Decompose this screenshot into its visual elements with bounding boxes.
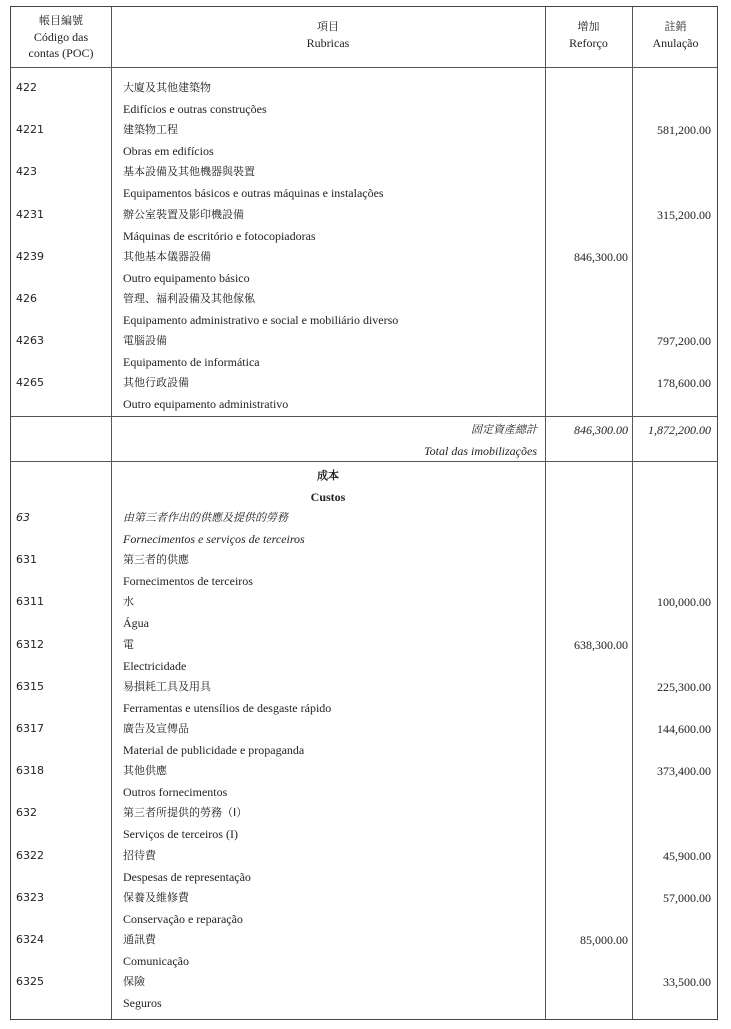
- account-code: 6323: [16, 890, 44, 904]
- item-label-zh: 建築物工程: [123, 123, 178, 137]
- account-code: 6325: [16, 975, 44, 989]
- item-label-pt: Electricidade: [123, 658, 187, 673]
- account-code: 631: [16, 553, 37, 567]
- item-label-zh: 水: [123, 595, 134, 609]
- account-code: 63: [16, 511, 30, 524]
- item-label-zh: 其他供應: [123, 764, 167, 778]
- account-code: 4239: [16, 249, 44, 263]
- account-code: 4231: [16, 207, 44, 221]
- account-code: 423: [16, 165, 37, 179]
- item-label-pt: Obras em edifícios: [123, 144, 214, 159]
- column-divider: [632, 7, 633, 1019]
- item-label-pt: Equipamento administrativo e social e mobiliário diverso: [123, 313, 399, 327]
- account-code: 4221: [16, 123, 44, 137]
- account-code: 6312: [16, 637, 44, 651]
- section-title-zh: 成本: [317, 469, 339, 482]
- item-label-pt: Outros fornecimentos: [123, 785, 228, 800]
- header-annul-pt: Anulação: [652, 36, 699, 50]
- item-label-zh: 由第三者作出的供應及提供的勞務: [123, 511, 288, 524]
- item-label-zh: 廣告及宣傳品: [123, 722, 189, 735]
- header-code: [11, 13, 111, 61]
- item-label-pt: Conservação e reparação: [123, 911, 243, 926]
- item-label-zh: 招待費: [123, 848, 156, 862]
- increase-value: 638,300.00: [574, 637, 628, 652]
- account-code: 6322: [16, 848, 44, 862]
- total-annul: 1,872,200.00: [648, 423, 711, 437]
- item-label-pt: Comunicação: [123, 954, 189, 968]
- budget-table: [10, 6, 718, 1020]
- item-label-pt: Edifícios e outras construções: [123, 102, 267, 116]
- item-label-zh: 電腦設備: [123, 334, 167, 348]
- account-code: 6324: [16, 933, 44, 946]
- item-label-zh: 電: [123, 637, 134, 651]
- annul-value: 225,300.00: [657, 679, 711, 694]
- item-label-pt: Fornecimentos de terceiros: [123, 574, 253, 589]
- item-label-pt: Máquinas de escritório e fotocopiadoras: [123, 228, 316, 243]
- item-label-pt: Seguros: [123, 996, 162, 1011]
- item-label-zh: 第三者的供應: [123, 553, 189, 567]
- header-increase: [545, 19, 632, 51]
- account-code: 4265: [16, 376, 44, 390]
- header-item: [111, 19, 545, 51]
- header-increase-zh: 增加: [577, 20, 600, 33]
- item-label-pt: Fornecimentos e serviços de terceiros: [123, 532, 305, 546]
- total-increase: 846,300.00: [574, 423, 628, 437]
- total-label-zh: 固定資產總計: [471, 423, 537, 436]
- item-label-zh: 基本設備及其他機器與裝置: [123, 165, 255, 179]
- annul-value: 373,400.00: [657, 764, 711, 779]
- header-item-pt: Rubricas: [306, 36, 350, 50]
- item-label-pt: Ferramentas e utensílios de desgaste rápido: [123, 700, 332, 715]
- annul-value: 144,600.00: [657, 722, 711, 736]
- annul-value: 178,600.00: [657, 376, 711, 391]
- section-divider: [11, 461, 717, 462]
- header-increase-pt: Reforço: [569, 36, 608, 50]
- item-label-pt: Equipamentos básicos e outras máquinas e instalações: [123, 186, 384, 201]
- item-label-zh: 易損耗工具及用具: [123, 679, 211, 693]
- account-code: 6311: [16, 595, 44, 609]
- increase-value: 85,000.00: [580, 933, 628, 947]
- account-code: 4263: [16, 334, 44, 348]
- item-label-pt: Serviços de terceiros (I): [123, 827, 238, 842]
- item-label-zh: 大廈及其他建築物: [123, 81, 211, 94]
- item-label-zh: 辦公室裝置及影印機設備: [123, 207, 244, 221]
- header-divider: [11, 67, 717, 68]
- item-label-pt: Equipamento de informática: [123, 355, 260, 370]
- header-code-pt1: Código das: [33, 30, 89, 44]
- annul-value: 33,500.00: [663, 975, 711, 990]
- account-code: 6317: [16, 722, 44, 735]
- increase-value: 846,300.00: [574, 249, 628, 264]
- item-label-zh: 保險: [123, 975, 145, 989]
- account-code: 426: [16, 292, 37, 305]
- item-label-zh: 其他基本儀器設備: [123, 249, 211, 263]
- item-label-zh: 其他行政設備: [123, 376, 189, 390]
- account-code: 6315: [16, 679, 44, 693]
- item-label-pt: Água: [123, 616, 149, 631]
- column-divider: [111, 7, 112, 1019]
- account-code: 6318: [16, 764, 44, 778]
- section-title-pt: Custos: [310, 490, 346, 504]
- section-divider: [11, 416, 717, 417]
- annul-value: 581,200.00: [657, 123, 711, 138]
- item-label-zh: 通訊費: [123, 933, 156, 946]
- header-code-pt2: contas (POC): [28, 46, 94, 60]
- header-code-zh: 帳目編號: [39, 14, 83, 27]
- annul-value: 100,000.00: [657, 595, 711, 610]
- annul-value: 57,000.00: [663, 890, 711, 905]
- total-label-pt: Total das imobilizações: [424, 444, 537, 458]
- account-code: 632: [16, 806, 37, 820]
- item-label-zh: 第三者所提供的勞務（I）: [123, 806, 248, 820]
- account-code: 422: [16, 81, 37, 94]
- item-label-pt: Outro equipamento básico: [123, 270, 250, 285]
- column-divider: [545, 7, 546, 1019]
- header-annul: [632, 19, 719, 51]
- header-item-zh: 項目: [317, 20, 339, 33]
- annul-value: 315,200.00: [657, 207, 711, 222]
- item-label-pt: Despesas de representação: [123, 869, 251, 884]
- item-label-zh: 保養及維修費: [123, 890, 189, 904]
- annul-value: 797,200.00: [657, 334, 711, 349]
- item-label-pt: Material de publicidade e propaganda: [123, 743, 305, 757]
- item-label-zh: 管理、福利設備及其他傢俬: [123, 292, 255, 305]
- header-annul-zh: 註銷: [664, 20, 687, 33]
- item-label-pt: Outro equipamento administrativo: [123, 397, 289, 412]
- annul-value: 45,900.00: [663, 848, 711, 863]
